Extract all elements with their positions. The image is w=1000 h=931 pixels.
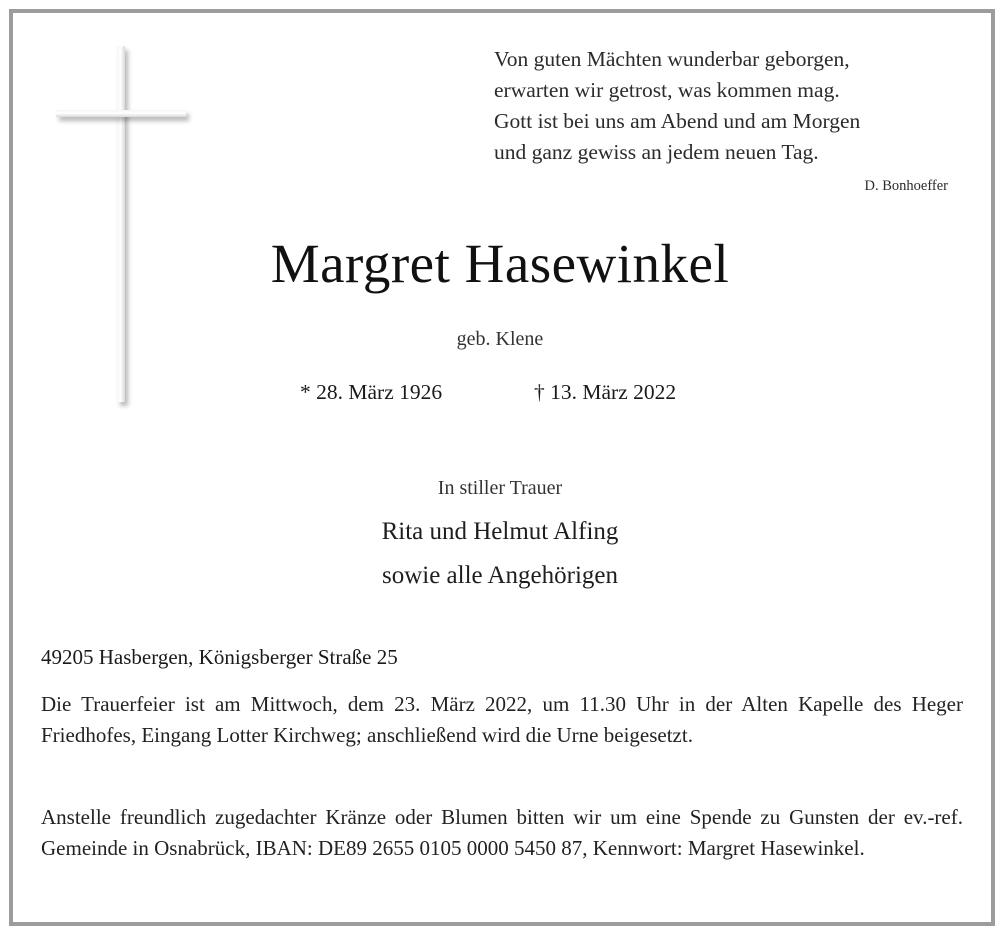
poem-author: D. Bonhoeffer (864, 178, 948, 194)
mourning-intro: In stiller Trauer (437, 477, 563, 499)
poem-line: Gott ist bei uns am Abend und am Morgen (494, 109, 861, 133)
poem-line: erwarten wir getrost, was kommen mag. (494, 78, 840, 102)
address: 49205 Hasbergen, Königsberger Straße 25 (41, 645, 398, 669)
poem-line: und ganz gewiss an jedem neuen Tag. (494, 140, 819, 164)
ceremony-paragraph: Die Trauerfeier ist am Mittwoch, dem 23. März 2022, um 11.30 Uhr in der Alten Kapelle des Heger Friedhofes, Eingang Lotter Kirchweg; anschließend wird die Urne beigesetzt. (41, 692, 963, 747)
deceased-name: Margret Hasewinkel (270, 233, 730, 294)
birth-date: * 28. März 1926 (300, 380, 443, 404)
mourners-family: Rita und Helmut Alfing (381, 518, 619, 545)
cross-icon (56, 46, 188, 406)
poem-line: Von guten Mächten wunderbar geborgen, (494, 47, 850, 71)
donation-paragraph: Anstelle freundlich zugedachter Kränze oder Blumen bitten wir um eine Spende zu Gunsten der ev.-ref. Gemeinde in Osnabrück, IBAN: DE89 2655 0105 0000 5450 87, Kennwort: Margret Hasewinkel. (41, 805, 963, 860)
poem-block (494, 44, 964, 194)
maiden-name: geb. Klene (456, 328, 544, 350)
death-date: † 13. März 2022 (534, 380, 677, 404)
mourners-relatives: sowie alle Angehörigen (381, 562, 619, 589)
